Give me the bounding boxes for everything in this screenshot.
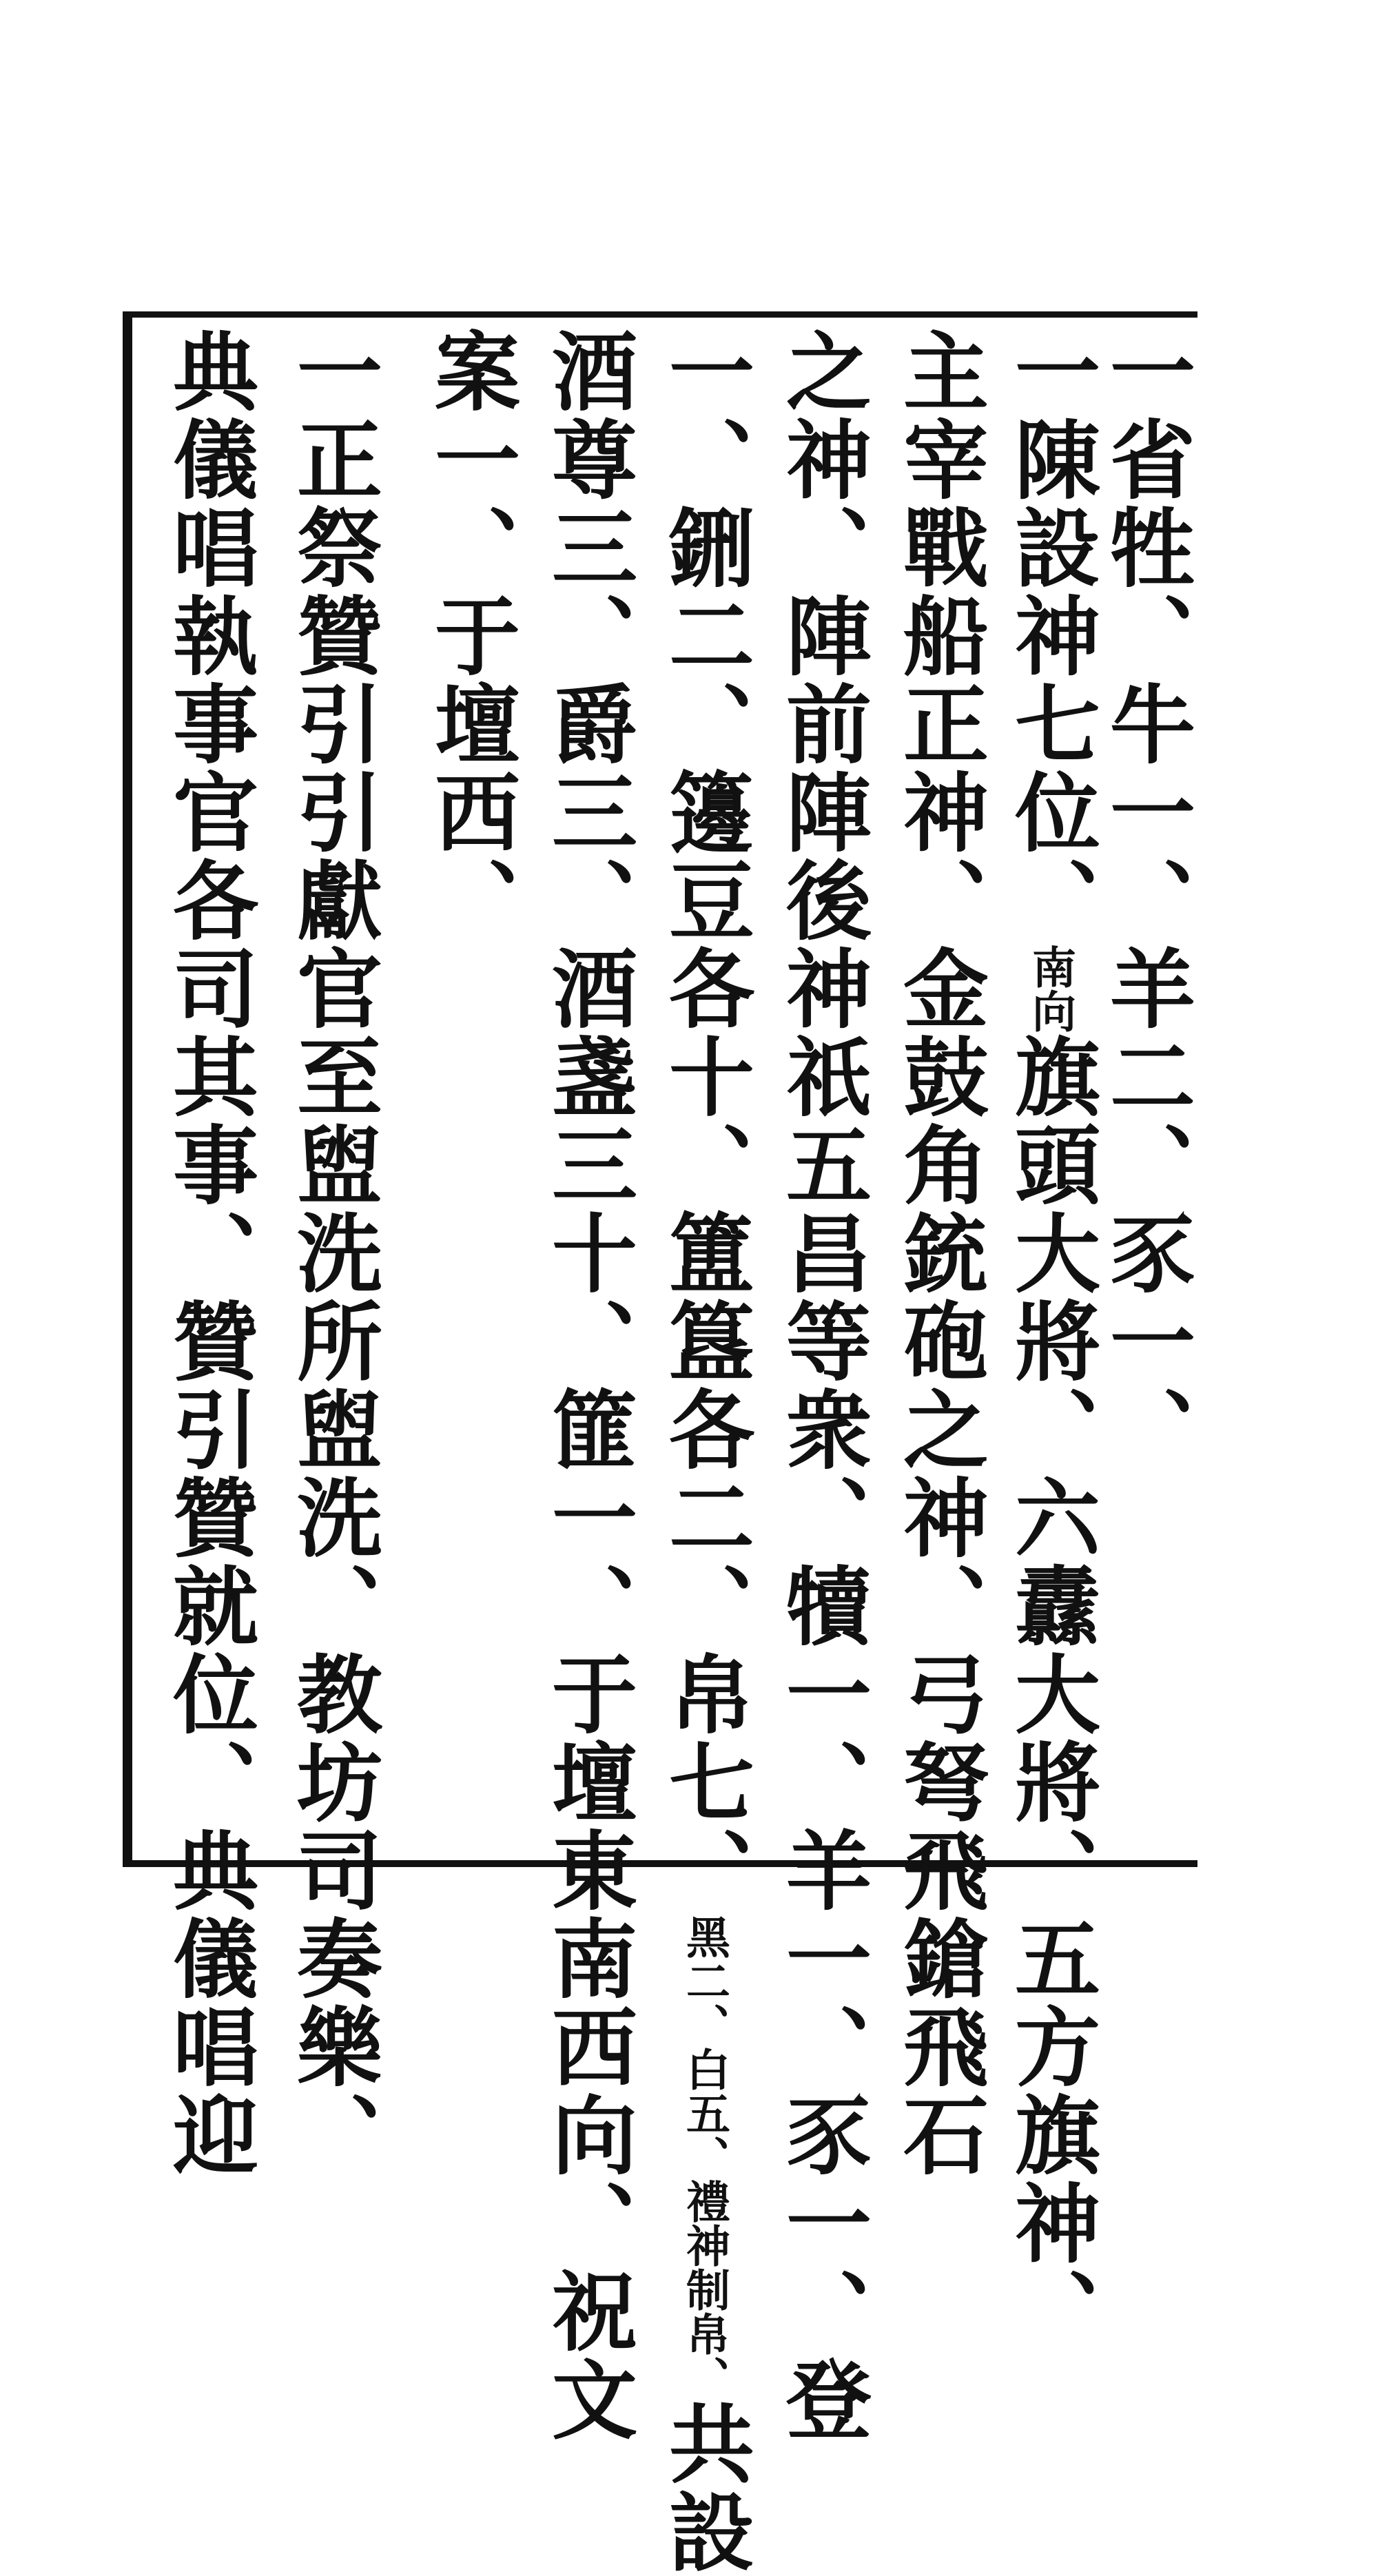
column-text-continued: 旗頭大將、六纛大將、五方旗神、 [1000,1033,1100,2356]
column-note: 南向 [1025,945,1076,1033]
column-text-continued: 共設 [655,2400,754,2576]
column-note: 黑二、白五、禮神制帛、 [679,1915,730,2400]
column-text: 一、鉶二、籩豆各十、簠簋各二、帛七、 [655,327,754,1915]
text-column-3 [889,327,989,2179]
column-text: 典儀唱執事官各司其事、贊引贊就位、典儀唱迎 [158,327,258,2179]
text-column-8 [282,327,382,2179]
column-text: 酒尊三、爵三、酒盞三十、篚一、于壇東南西向、祝文 [537,327,637,2444]
text-column-4 [772,327,872,2444]
column-text: 主宰戰船正神、金鼓角銃砲之神、弓弩飛鎗飛石 [889,327,989,2179]
column-text: 一正祭贊引引獻官至盥洗所盥洗、教坊司奏樂、 [282,327,382,2179]
column-text: 案一、于壇西、 [420,327,520,945]
column-text: 之神、陣前陣後神祇五昌等衆、犢一、羊一、豕一、登 [772,327,872,2444]
text-column-5 [655,327,754,2576]
text-column-1 [1096,327,1195,1474]
text-column-6 [537,327,637,2444]
text-column-2 [1000,327,1100,2356]
column-text: 一陳設神七位、 [1000,327,1100,945]
column-text: 一省牲、牛一、羊二、豕一、 [1096,327,1195,1474]
text-column-9 [158,327,258,2179]
text-column-7 [420,327,520,945]
